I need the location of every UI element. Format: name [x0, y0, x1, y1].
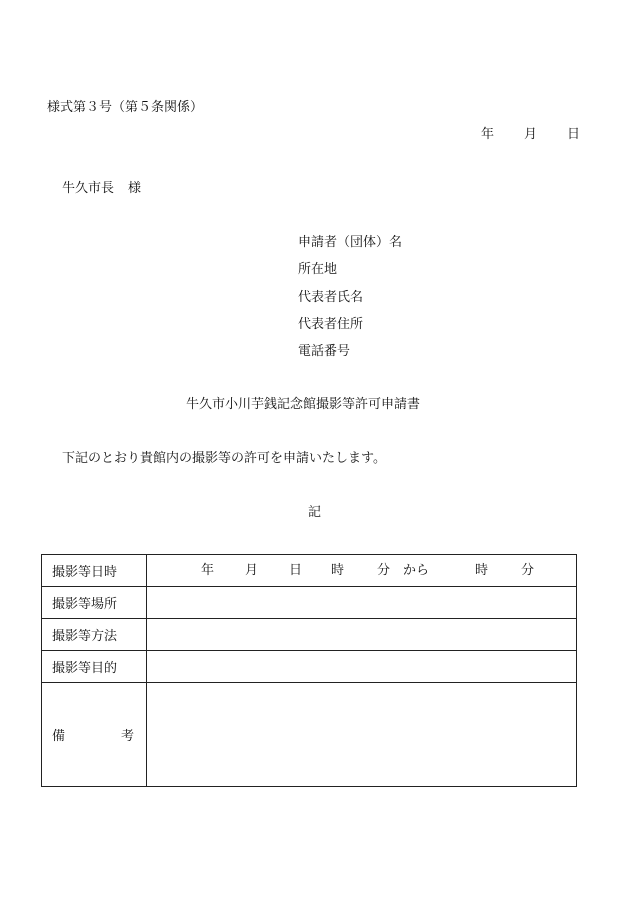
datetime-label: 撮影等日時	[42, 555, 147, 587]
remarks-label	[42, 683, 147, 787]
location-label: 撮影等場所	[42, 587, 147, 619]
addressee	[62, 182, 141, 195]
ki-heading: 記	[308, 505, 322, 520]
intro-text: 下記のとおり貴館内の撮影等の許可を申請いたします。	[62, 451, 386, 466]
method-field[interactable]	[147, 619, 577, 651]
method-label: 撮影等方法	[42, 619, 147, 651]
datetime-kara: から	[403, 563, 430, 578]
applicant-rep-name-label: 代表者氏名	[298, 290, 364, 305]
form-number: 様式第３号（第５条関係）	[47, 100, 204, 115]
remarks-label-char-1: 備	[52, 729, 66, 744]
applicant-phone-label: 電話番号	[298, 344, 351, 359]
datetime-hour-to-unit: 時	[475, 563, 489, 578]
datetime-field[interactable]	[147, 555, 577, 587]
table-row-location	[42, 587, 577, 619]
addressee-honorific: 様	[128, 181, 142, 196]
purpose-field[interactable]	[147, 651, 577, 683]
applicant-location-label: 所在地	[298, 262, 338, 277]
purpose-label: 撮影等目的	[42, 651, 147, 683]
remarks-label-char-2: 考	[120, 729, 134, 744]
table-row-method	[42, 619, 577, 651]
datetime-hour-from-unit: 時	[331, 563, 345, 578]
applicant-rep-address-label: 代表者住所	[298, 317, 364, 332]
remarks-field[interactable]	[147, 683, 577, 787]
document-title: 牛久市小川芋銭記念館撮影等許可申請書	[186, 397, 421, 412]
table-row-remarks	[42, 683, 577, 787]
table-row-datetime	[42, 555, 577, 587]
table-row-purpose	[42, 651, 577, 683]
datetime-month-unit: 月	[245, 563, 259, 578]
date-day-unit: 日	[567, 127, 581, 142]
location-field[interactable]	[147, 587, 577, 619]
date-month-unit: 月	[524, 127, 538, 142]
detail-table	[41, 554, 577, 787]
datetime-year-unit: 年	[201, 563, 215, 578]
date-line	[481, 128, 580, 141]
datetime-day-unit: 日	[289, 563, 303, 578]
datetime-minute-to-unit: 分	[521, 563, 535, 578]
addressee-name: 牛久市長	[62, 181, 115, 196]
datetime-minute-from-unit: 分	[377, 563, 391, 578]
applicant-name-label: 申請者（団体）名	[298, 235, 403, 250]
date-year-unit: 年	[481, 127, 495, 142]
